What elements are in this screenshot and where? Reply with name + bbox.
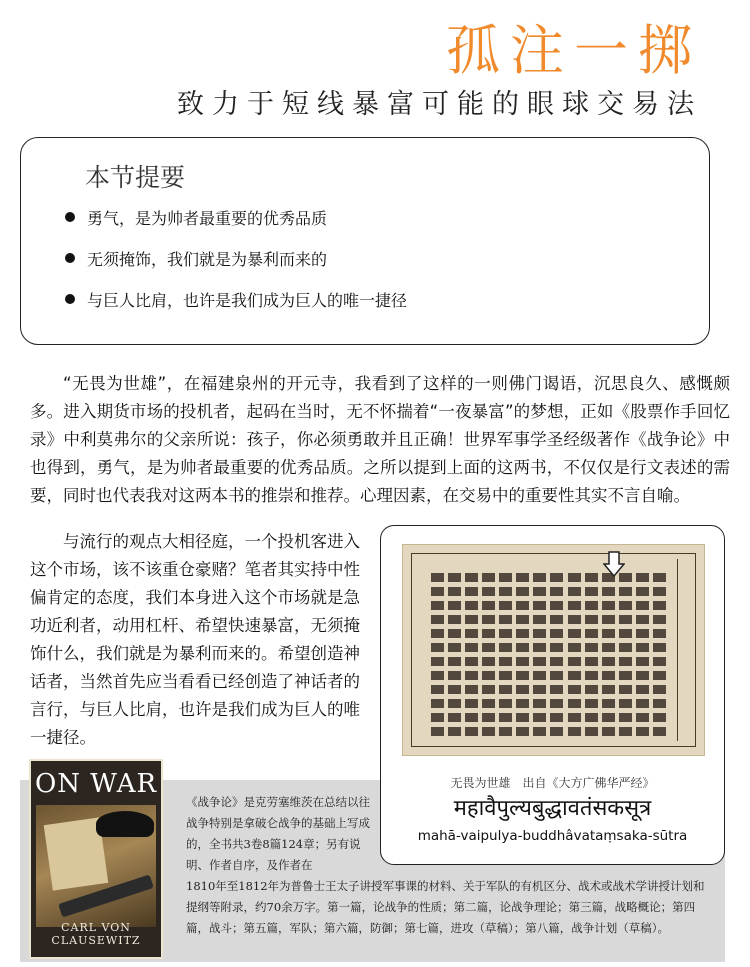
scripture-column (602, 573, 615, 739)
scripture-column (550, 573, 563, 739)
scripture-column (431, 573, 444, 739)
scripture-column (482, 573, 495, 739)
scripture-column (448, 573, 461, 739)
book-cover-title: ON WAR (34, 769, 158, 799)
scripture-column (636, 573, 649, 739)
sanskrit-title: महावैपुल्यबुद्धावतंसकसूत्र (453, 796, 652, 821)
body-paragraph-2: 与流行的观点大相径庭，一个投机客进入这个市场，该不该重仓豪赌？笔者其实持中性偏肯定的态度，我们本身进入这个市场就是急功近利者，动用杠杆、希望快速暴富，无须掩饰什么，我们就是为暴利而来的。希望创造神话者，当然首先应当看看已经创造了神话者的言行，与巨人比肩，也许是我们成为巨人的唯一捷径。 (30, 532, 360, 747)
scripture-text-columns (431, 573, 666, 739)
bullet-icon (65, 253, 75, 263)
summary-item-text: 勇气，是为帅者最重要的优秀品质 (87, 208, 328, 228)
body-paragraph-1: “无畏为世雄”，在福建泉州的开元寺，我看到了这样的一则佛门谒语，沉思良久、感慨颇多。进入期货市场的投机者，起码在当时，无不怀揣着“一夜暴富”的梦想，正如《股票作手回忆录》中利莫弗尔的父亲所说：孩子，你必须勇敢并且正确！世界军事学圣经级著作《战争论》中也得到，勇气，是为帅者最重要的优秀品质。之所以提到上面的这两书，不仅仅是行文表述的需要，同时也代表我对这两本书的推崇和推荐。心理因素，在交易中的重要性其实不言自喻。 (30, 374, 730, 505)
down-arrow-icon (603, 551, 625, 577)
scripture-margin-line (677, 559, 678, 741)
scripture-column (568, 573, 581, 739)
page-subtitle: 致力于短线暴富可能的眼球交易法 (177, 89, 702, 120)
bullet-icon (65, 294, 75, 304)
bullet-icon (65, 212, 75, 222)
scripture-column (516, 573, 529, 739)
hat-illustration (96, 811, 154, 837)
scripture-column (465, 573, 478, 739)
book-caption-part-2: 1810年至1812年为普鲁士王太子讲授军事课的材料、关于军队的有机区分、战术或战术学讲授计划和提纲等附录，约70余万字。第一篇，论战争的性质；第二篇，论战争理论；第三篇，战略概论；第四篇，战斗；第五篇，军队；第六篇，防御；第七篇，进攻（草稿）；第八篇，战争计划（草稿）。 (186, 879, 705, 935)
summary-item (65, 239, 407, 277)
summary-item-text: 无须掩饰，我们就是为暴利而来的 (87, 249, 328, 269)
book-cover-illustration (36, 805, 156, 927)
scripture-column (585, 573, 598, 739)
book-caption-part-1: 《战争论》是克劳塞维茨在总结以往战争特别是拿破仑战争的基础上写成的，全书共3卷8篇124章；另有说明、作者自序，及作者在 (186, 795, 370, 872)
scripture-caption: 无畏为世雄 出自《大方广佛华严经》 (450, 776, 655, 790)
scripture-figure-box (380, 525, 725, 865)
summary-item (65, 280, 407, 318)
book-cover-author: CARL VON CLAUSEWITZ (51, 921, 141, 947)
summary-item (65, 198, 407, 236)
summary-item-text: 与巨人比肩，也许是我们成为巨人的唯一捷径 (87, 290, 408, 310)
sanskrit-transliteration: mahā-vaipulya-buddhâvataṃsaka-sūtra (417, 828, 688, 844)
summary-list (65, 198, 407, 321)
section-summary-box (20, 137, 710, 345)
scripture-image (402, 544, 705, 756)
book-cover-image (29, 759, 163, 959)
scripture-column (653, 573, 666, 739)
scripture-column (619, 573, 632, 739)
scripture-column (499, 573, 512, 739)
scripture-column (533, 573, 546, 739)
summary-heading: 本节提要 (85, 163, 186, 192)
page-title: 孤注一掷 (446, 19, 702, 82)
